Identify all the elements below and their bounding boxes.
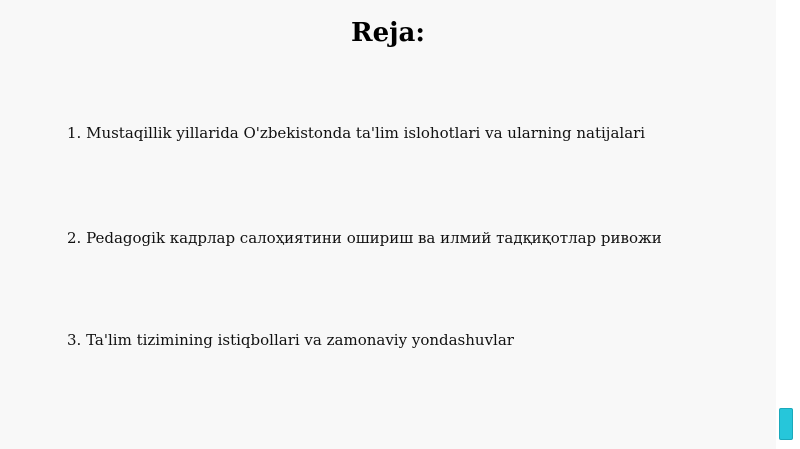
scrollbar-track[interactable] (776, 0, 800, 449)
scrollbar-thumb[interactable] (779, 408, 793, 440)
plan-item-2: 2. Pedagogik кадрлар салоҳиятини ошириш ва илмий тадқиқотлар ривожи (67, 229, 662, 247)
slide-title: Reja: (350, 18, 425, 48)
plan-item-1: 1. Mustaqillik yillarida O'zbekistonda ta'lim islohotlari va ularning natijalari (67, 124, 646, 142)
plan-item-3: 3. Ta'lim tizimining istiqbollari va zamonaviy yondashuvlar (67, 331, 514, 349)
